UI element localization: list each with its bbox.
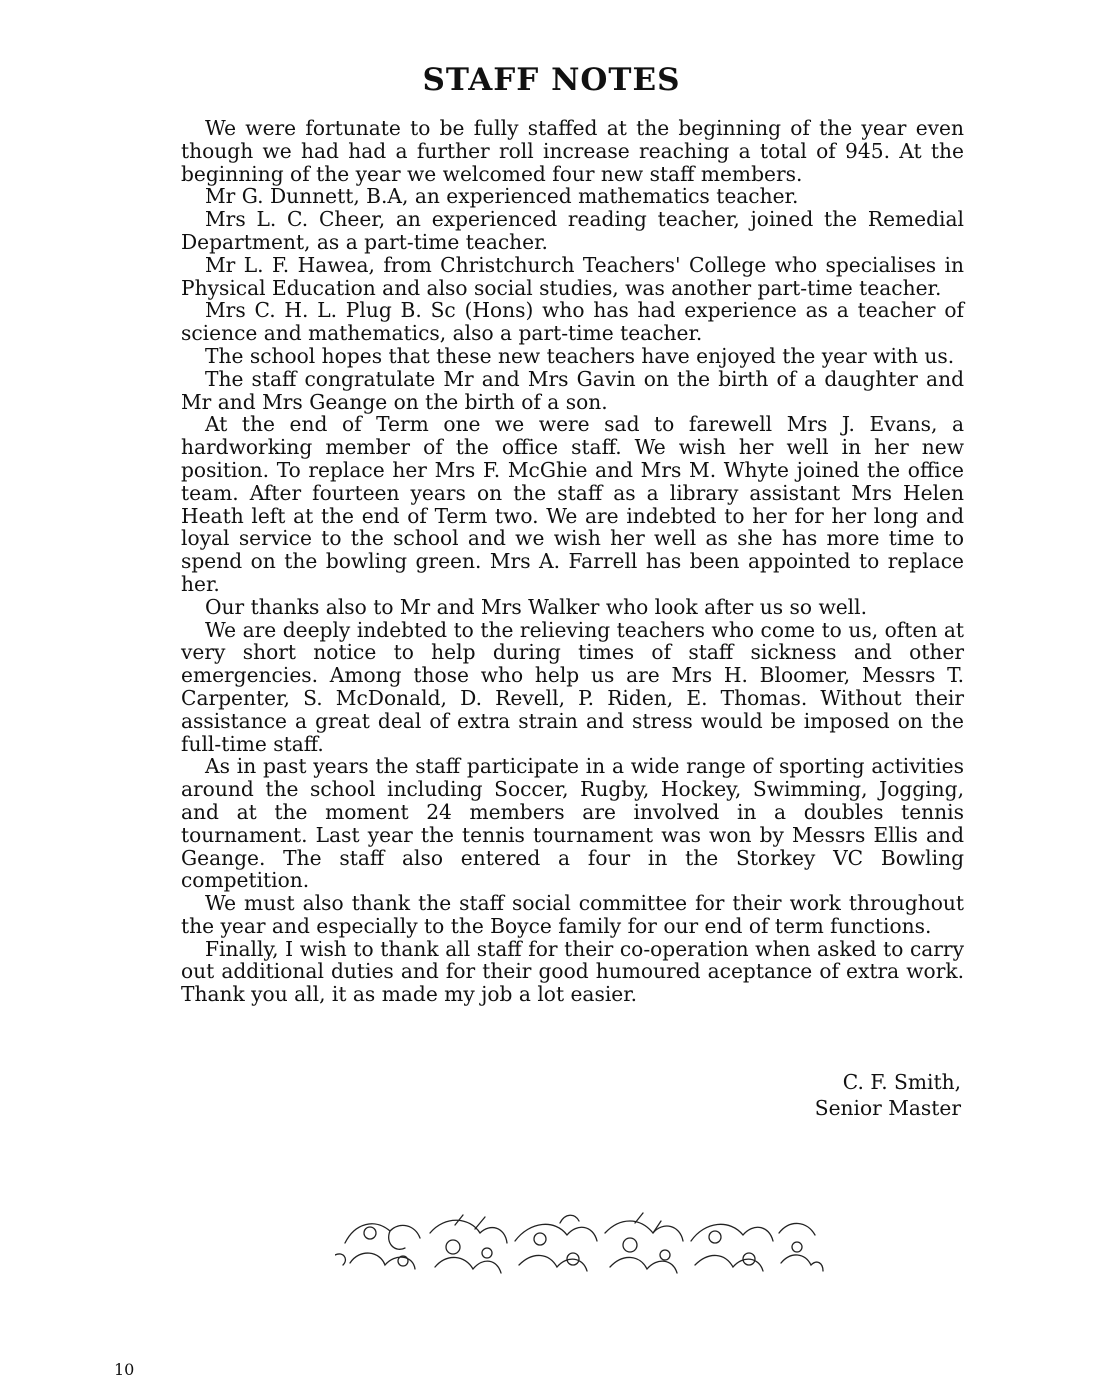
paragraph-cheer: Mrs L. C. Cheer, an experienced reading teacher, joined the Remedial Department, as a part-time teacher. — [181, 207, 964, 254]
paragraph-hawea: Mr L. F. Hawea, from Christchurch Teachers' College who specialises in Physical Education and also social studies, was another part-time teacher. — [181, 252, 964, 300]
signature-name: C. F. Smith, — [842, 1070, 961, 1094]
paragraph-welcome: The school hopes that these new teachers have enjoyed the year with us. — [205, 343, 955, 368]
paragraph-relieving-teachers: We are deeply indebted to the relieving teachers who come to us, often at very short notice to help during times of staff sickness and other emergencies. Among those who help us are Mrs H. Bloomer, Messrs T. Carpenter, S. McDonald, D. Revell, P. Riden, E. Thomas. Without their assistance a great deal of extra strain and stress would be imposed on the full-time staff. — [181, 617, 964, 756]
paragraph-congratulations: The staff congratulate Mr and Mrs Gavin on the birth of a daughter and Mr and Mrs Geange on the birth of a son. — [181, 366, 964, 414]
signature-role: Senior Master — [814, 1096, 961, 1120]
signature-block — [815, 1069, 961, 1121]
paragraph-dunnett: Mr G. Dunnett, B.A, an experienced mathematics teacher. — [205, 184, 799, 209]
paragraph-social-committee: We must also thank the staff social committee for their work throughout the year and especially to the Boyce family for our end of term functions. — [181, 891, 964, 938]
paragraph-closing: Finally, I wish to thank all staff for their co-operation when asked to carry out additional duties and for their good humoured aceptance of extra work. Thank you all, it as made my job a lot easier. — [181, 936, 964, 1007]
paragraph-office-staff: At the end of Term one we were sad to farewell Mrs J. Evans, a hardworking member of the office staff. We wish her well in her new position. To replace her Mrs F. McGhie and Mrs M. Whyte joined the office team. After fourteen years on the staff as a library assistant Mrs Helen Heath left at the end of Term two. We are indebted to her for her long and loyal service to the school and we wish her well as she has more time to spend on the bowling green. Mrs A. Farrell has been appointed to replace her. — [181, 412, 964, 596]
page-title: STAFF NOTES — [422, 62, 681, 98]
paragraph-intro: We were fortunate to be fully staffed at the beginning of the year even though we had had a further roll increase reaching a total of 945. At the beginning of the year we welcomed four new staff members. — [181, 116, 964, 186]
paragraph-thanks-walker: Our thanks also to Mr and Mrs Walker who look after us so well. — [205, 594, 867, 619]
page-number: 10 — [114, 1360, 135, 1379]
floral-border-icon — [335, 1203, 825, 1283]
paragraph-sport: As in past years the staff participate in a wide range of sporting activities around the school including Soccer, Rugby, Hockey, Swimming, Jogging, and at the moment 24 members are involved in a doubles tennis tournament. Last year the tennis tournament was won by Messrs Ellis and Geange. The staff also entered a four in the Storkey VC Bowling competition. — [181, 754, 964, 893]
paragraph-plug: Mrs C. H. L. Plug B. Sc (Hons) who has had experience as a teacher of science and mathematics, also a part-time teacher. — [181, 298, 964, 346]
article-body — [181, 117, 964, 1006]
